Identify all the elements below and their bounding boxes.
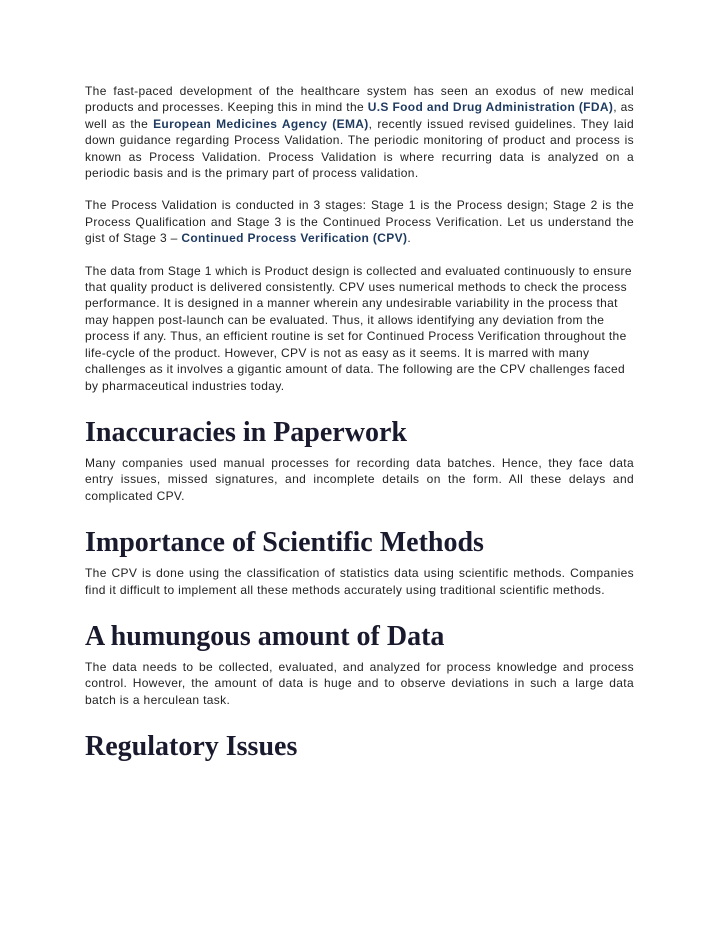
intro-text: , as well as the [85, 100, 634, 131]
section-heading: Regulatory Issues [85, 731, 298, 763]
intro-text: The fast-paced development of the healthcare system has seen an exodus of new medical products and processes. Keeping this in mind the [85, 84, 634, 115]
section-heading: Inaccuracies in Paperwork [85, 416, 407, 448]
section-heading: A humungous amount of Data [85, 620, 445, 652]
ema-emphasis: European Medicines Agency (EMA) [153, 116, 369, 131]
intro-text: The Process Validation is conducted in 3 stages: Stage 1 is the Process design; Stage 2 is the Process Qualification and Stage 3 is the Continued Process Verification. Let us understand the gist of Stage 3 – [85, 198, 634, 246]
fda-emphasis: U.S Food and Drug Administration (FDA) [367, 100, 614, 115]
intro-text: , recently issued revised guidelines. They laid down guidance regarding Process Validation. The periodic monitoring of product and process is known as Process Validation. Process Validation is where recurring data is analyzed on a periodic basis and is the primary part of process validation. [85, 116, 635, 181]
section-heading: Importance of Scientific Methods [85, 527, 484, 559]
paragraph-spacer [85, 181, 634, 197]
section-body: The data needs to be collected, evaluated, and analyzed for process knowledge and process control. However, the amount of data is huge and to observe deviations in such a large data batch is a herculean task. [85, 659, 634, 707]
cpv-emphasis: Continued Process Verification (CPV) [181, 231, 408, 246]
intro-paragraph-2 [85, 197, 634, 246]
section-body: The CPV is done using the classification of statistics data using scientific methods. Companies find it difficult to implement all these methods accurately using traditional scientific methods. [85, 566, 634, 597]
intro-text: . [407, 231, 412, 246]
intro-paragraph-1 [85, 83, 634, 181]
article-body [85, 83, 634, 763]
paragraph-spacer [85, 247, 634, 263]
section-body: Many companies used manual processes for recording data batches. Hence, they face data entry issues, missed signatures, and incomplete details on the form. All these delays and complicated CPV. [85, 455, 634, 503]
intro-paragraph-3: The data from Stage 1 which is Product design is collected and evaluated continuously to ensure that quality product is delivered consistently. CPV uses numerical methods to check the process performance. It is designed in a manner wherein any undesirable variability in the process that may happen post-launch can be evaluated. Thus, it allows identifying any deviation from the process if any. Thus, an efficient routine is set for Continued Process Verification throughout the life-cycle of the product. However, CPV is not as easy as it seems. It is marred with many challenges as it involves a gigantic amount of data. The following are the CPV challenges faced by pharmaceutical industries today. [85, 263, 632, 393]
